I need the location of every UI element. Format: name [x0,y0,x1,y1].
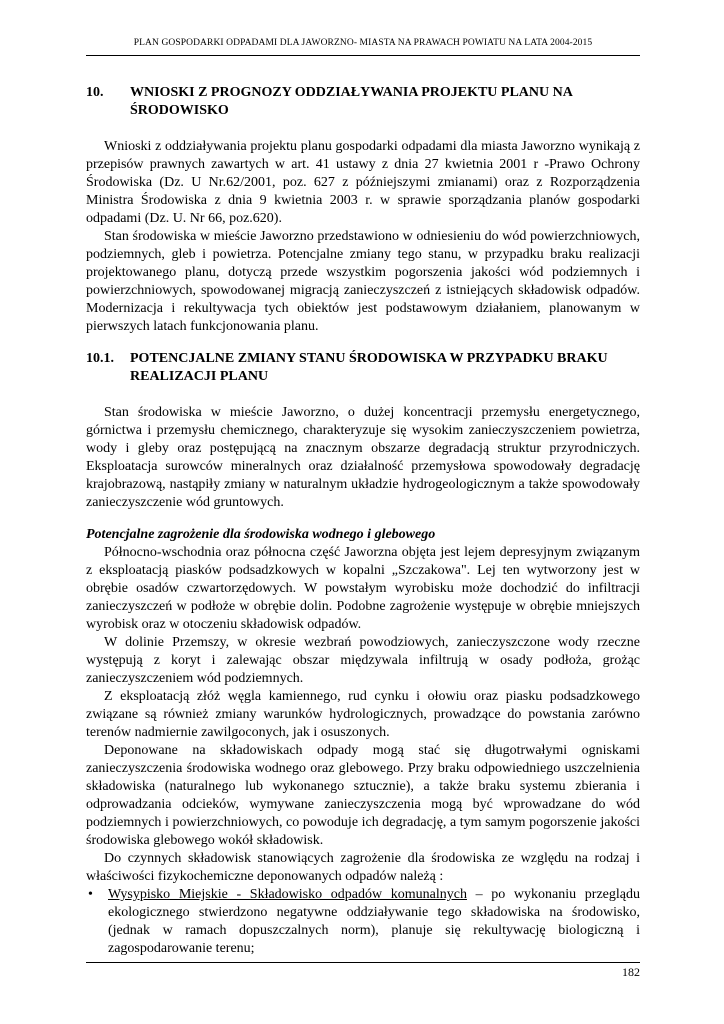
page-header: PLAN GOSPODARKI ODPADAMI DLA JAWORZNO- MIASTA NA PRAWACH POWIATU NA LATA 2004-2015 [133,38,593,48]
section-10-1-paragraph: Stan środowiska w mieście Jaworzno, o dużej koncentracji przemysłu energetycznego, górnictwa i przemysłu chemicznego, charakteryzuje się wysokim zanieczyszczeniem powietrza, wody i gleby oraz postępującą na znacznym obszarze degradacją struktur przyrodniczych. Eksploatacja surowców mineralnych oraz działalność przemysłowa spowodowały degradację krajobrazową, nastąpiły zmiany w naturalnym układzie hydrogeologicznym a także spowodowały zanieczyszczenie wód gruntowych. [86,405,640,510]
section-10-1-heading [86,350,640,386]
page-number: 182 [622,965,640,979]
section-10-paragraph: Wnioski z oddziaływania projektu planu gospodarki odpadami dla miasta Jaworzno wynikają z przepisów prawnych zawartych w art. 41 ustawy z dnia 27 kwietnia 2001 r -Prawo Ochrony Środowiska (Dz. U Nr.62/2001, poz. 627 z późniejszymi zmianami) oraz z Rozporządzenia Ministra Środowiska z dnia 9 kwietnia 2003 r. w sprawie sporządzania planów gospodarki odpadami (Dz. U. Nr 66, poz.620). [86,139,640,226]
section-10-1-number: 10.1. [86,351,114,366]
subsection-paragraph: Do czynnych składowisk stanowiących zagrożenie dla środowiska ze względu na rodzaj i właściwości fizykochemiczne deponowanych odpadów należą : [86,851,640,884]
landfill-name: Wysypisko Miejskie - Składowisko odpadów komunalnych [108,887,467,902]
section-10-title: WNIOSKI Z PROGNOZY ODDZIAŁYWANIA PROJEKTU PLANU NA ŚRODOWISKO [130,85,573,118]
header-divider [86,55,640,56]
subsection-paragraph: Północno-wschodnia oraz północna część Jaworzna objęta jest lejem depresyjnym związanym z eksploatacją piasków podsadzkowych w kopalni „Szczakowa". Lej ten wytworzony jest w obrębie osadów czwartorzędowych. W powstałym wyrobisku może dochodzić do infiltracji zanieczyszczeń w podłoże w obrębie dolin. Podobne zagrożenie występuje w obrębie mniejszych wyrobisk oraz w otoczeniu składowisk odpadów. [86,545,640,632]
landfill-description: – po wykonaniu przeglądu ekologicznego stwierdzono negatywne oddziaływanie tego składowiska na środowisko, (jednak w ramach dopuszczalnych norm), planuje się rekultywację biologiczną i zagospodarowanie terenu; [108,887,640,956]
page-content [86,84,640,958]
subsection-title: Potencjalne zagrożenie dla środowiska wodnego i glebowego [86,527,436,542]
subsection-paragraph: Deponowane na składowiskach odpady mogą stać się długotrwałymi ogniskami zanieczyszczenia środowiska wodnego oraz glebowego. Przy braku odpowiedniego uszczelnienia składowiska (naturalnego lub wykonanego sztucznie), a także braku systemu zbierania i odprowadzania odcieków, wymywane zanieczyszczenia mogą być wprowadzane do wód podziemnych i powierzchniowych, co powoduje ich degradację, a tym samym pogorszenie jakości środowiska glebowego wokół składowisk. [86,743,640,848]
footer-divider [86,962,640,963]
subsection-paragraph: W dolinie Przemszy, w okresie wezbrań powodziowych, zanieczyszczone wody rzeczne występują z koryt i zalewając obszar międzywala infiltrują w osady podłoża, grożąc zanieczyszczeniem wód podziemnych. [86,635,640,686]
section-10-1-title: POTENCJALNE ZMIANY STANU ŚRODOWISKA W PRZYPADKU BRAKU REALIZACJI PLANU [130,351,608,384]
bullet-icon: • [88,887,93,902]
section-10-heading [86,84,640,120]
landfill-list [86,886,640,958]
section-10-number: 10. [86,85,104,100]
subsection-paragraph: Z eksploatacją złóż węgla kamiennego, rud cynku i ołowiu oraz piasku podsadzkowego związane są również zmiany warunków hydrologicznych, prowadzące do powstania zarówno terenów nadmiernie zawilgoconych, jak i osuszonych. [86,689,640,740]
list-item [86,886,640,958]
section-10-paragraph: Stan środowiska w mieście Jaworzno przedstawiono w odniesieniu do wód powierzchniowych, podziemnych, gleb i powietrza. Potencjalne zmiany tego stanu, w przypadku braku realizacji projektowanego planu, dotyczą przede wszystkim pogorszenia jakości wód podziemnych i powierzchniowych, spowodowanej migracją zanieczyszczeń z istniejących składowisk odpadów. Modernizacja i rekultywacja tych obiektów jest podstawowym działaniem, planowanym w pierwszych latach funkcjonowania planu. [86,229,640,334]
